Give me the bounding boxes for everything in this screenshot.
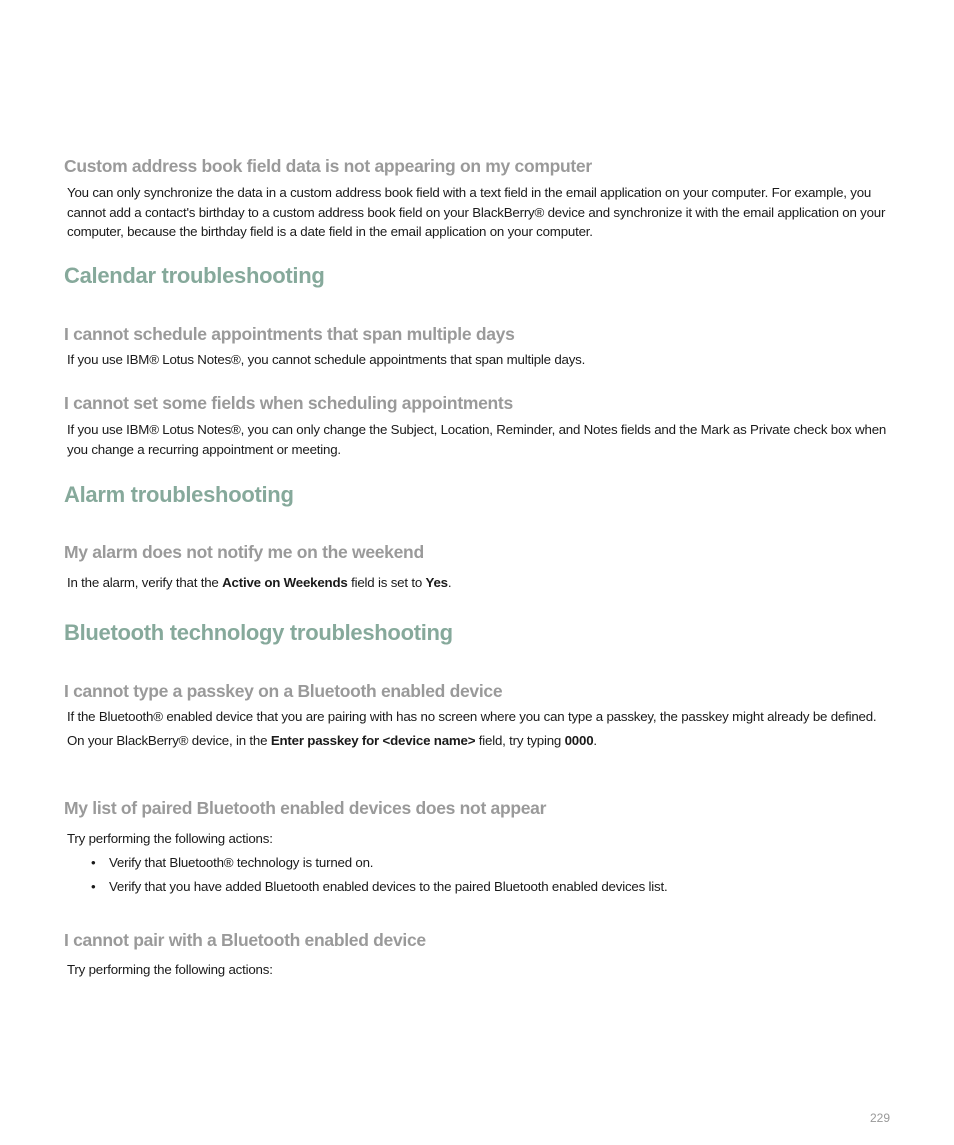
paragraph-alarm-weekend [67,573,894,593]
heading-bluetooth-troubleshooting: Bluetooth technology troubleshooting [64,620,453,645]
paragraph-custom-address-field: You can only synchronize the data in a custom address book field with a text field in the email application on your computer. For example, you cannot add a contact's birthday to a custom address book field on your BlackBerry® device and synchronize it with the email application on your computer, because the birthday field is a date field in the email application on your computer. [67,185,886,239]
subheading-cannot-pair: I cannot pair with a Bluetooth enabled device [64,930,426,950]
paragraph-passkey-2 [67,731,894,751]
text-run: . [447,575,452,590]
bold-field-name: Enter passkey for <device name> [270,732,476,748]
bullet-list-paired [64,853,894,897]
paragraph-paired-list-intro: Try performing the following actions: [67,831,273,846]
subheading-passkey: I cannot type a passkey on a Bluetooth enabled device [64,681,503,701]
bold-value: Yes [425,575,448,590]
list-item [64,853,894,873]
bullet: • [91,854,96,870]
bold-value: 0000 [564,732,594,748]
text-run: . [593,732,597,748]
text-run: field is set to [347,575,426,590]
list-item [64,877,894,897]
text-run: field, try typing [475,732,565,748]
subheading-alarm-weekend: My alarm does not notify me on the weekend [64,542,424,562]
heading-calendar-troubleshooting: Calendar troubleshooting [64,263,325,288]
section-custom-address-field [64,155,894,242]
section-calendar-multiday [64,323,894,370]
paragraph-set-fields: If you use IBM® Lotus Notes®, you can only change the Subject, Location, Reminder, and Notes fields and the Mark as Private check box when you change a recurring appointment or meeting. [67,422,887,457]
section-bluetooth-passkey [64,680,894,750]
section-calendar-fields [64,392,894,459]
subheading-set-fields: I cannot set some fields when scheduling appointments [64,393,513,413]
section-bluetooth-pair [64,929,894,980]
subheading-span-multiple-days: I cannot schedule appointments that span multiple days [64,324,515,344]
text-run: In the alarm, verify that the [67,575,223,590]
subheading-paired-list: My list of paired Bluetooth enabled devices does not appear [64,798,547,818]
section-alarm-weekend [64,541,894,593]
subheading-custom-address-field: Custom address book field data is not appearing on my computer [64,156,592,176]
page-number: 229 [869,1111,890,1125]
section-alarm [64,482,894,508]
section-calendar [64,263,894,289]
bold-field-name: Active on Weekends [222,575,348,590]
heading-alarm-troubleshooting: Alarm troubleshooting [64,482,294,507]
paragraph-passkey-1: If the Bluetooth® enabled device that you are pairing with has no screen where you can type a passkey, the passkey might already be defined. [67,709,877,724]
list-item-text: Verify that Bluetooth® technology is turned on. [109,854,374,870]
bullet: • [91,878,96,894]
paragraph-span-multiple-days: If you use IBM® Lotus Notes®, you cannot schedule appointments that span multiple days. [67,352,586,367]
text-run: On your BlackBerry® device, in the [67,732,271,748]
paragraph-cannot-pair-intro: Try performing the following actions: [67,962,273,977]
list-item-text: Verify that you have added Bluetooth enabled devices to the paired Bluetooth enabled devices list. [109,878,668,894]
section-bluetooth-paired-list [64,797,894,901]
section-bluetooth [64,620,894,646]
